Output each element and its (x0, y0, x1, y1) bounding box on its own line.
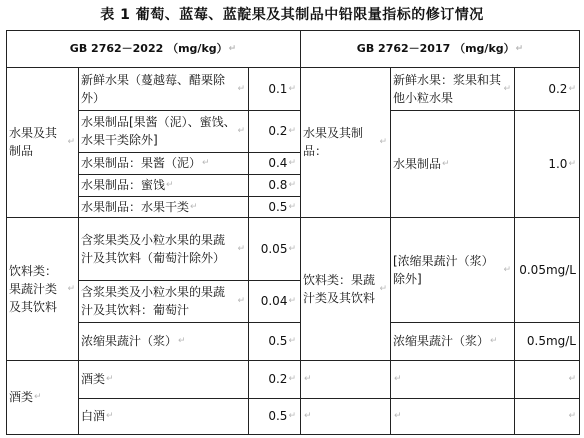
value-fresh-berries-2017: 0.2 ↵ (548, 81, 576, 96)
value-fruit-products-2017: 1.0 ↵ (548, 156, 576, 171)
empty-cell: ↵ (394, 374, 402, 384)
item-juice-2017: [浓缩果蔬汁（浆）除外] ↵ (393, 253, 511, 286)
item-fresh-berries-2017: 新鲜水果：浆果和其他小粒水果 ↵ (393, 72, 511, 105)
header-gb2762-2017: GB 2762－2017 （mg/kg） ↵ (356, 41, 524, 55)
empty-cell: ↵ (394, 411, 402, 421)
item-dried-fruit-2022: 水果制品：水果干类 ↵ (81, 199, 198, 214)
item-candied-2022: 水果制品：蜜饯 ↵ (81, 178, 174, 192)
item-fruit-products-2022: 水果制品[果酱（泥）、蜜饯、水果干类除外] ↵ (81, 115, 245, 147)
value-concentrate-2022: 0.5 ↵ (268, 334, 296, 348)
empty-cell: ↵ (304, 374, 312, 384)
value-jam-2022: 0.4 ↵ (268, 156, 296, 170)
value-candied-2022: 0.8 ↵ (268, 178, 296, 192)
category-fruit-2022: 水果及其制品 ↵ (9, 126, 75, 158)
item-berry-juice-2022: 含浆果类及小粒水果的果蔬汁及其饮料（葡萄汁除外） ↵ (81, 232, 245, 265)
item-fruit-products-2017: 水果制品 ↵ (393, 156, 450, 171)
header-gb2762-2022: GB 2762－2022 （mg/kg） ↵ (69, 41, 237, 55)
table-title: 表 1 葡萄、蓝莓、蓝靛果及其制品中铅限量指标的修订情况 (100, 7, 484, 23)
item-concentrate-2022: 浓缩果蔬汁（浆） ↵ (81, 334, 186, 348)
empty-cell: ↵ (304, 411, 312, 421)
item-fresh-fruit-2022: 新鲜水果（蔓越莓、醋栗除外） ↵ (81, 72, 245, 105)
value-baijiu-2022: 0.5 ↵ (268, 409, 296, 423)
lead-limit-table (6, 30, 580, 435)
item-wine-2022: 酒类 ↵ (81, 372, 114, 386)
item-grape-juice-2022: 含浆果类及小粒水果的果蔬汁及其饮料：葡萄汁 ↵ (81, 285, 245, 317)
category-beverage-2017: 饮料类：果蔬汁类及其饮料 ↵ (303, 272, 387, 305)
value-juice-2017: 0.05mg/L (519, 262, 576, 277)
category-wine-2022: 酒类 ↵ (9, 390, 42, 404)
item-concentrate-2017: 浓缩果蔬汁（浆） ↵ (393, 334, 498, 348)
item-baijiu-2022: 白酒 ↵ (81, 409, 114, 423)
value-dried-fruit-2022: 0.5 ↵ (268, 199, 296, 214)
item-jam-2022: 水果制品：果酱（泥） ↵ (81, 156, 210, 170)
empty-cell: ↵ (568, 374, 576, 384)
value-berry-juice-2022: 0.05 ↵ (260, 241, 296, 256)
value-fresh-fruit-2022: 0.1 ↵ (268, 81, 296, 96)
value-fruit-products-2022: 0.2 ↵ (268, 124, 296, 138)
category-beverage-2022: 饮料类：果蔬汁类及其饮料 ↵ (9, 263, 75, 314)
category-fruit-2017: 水果及其制品： ↵ (303, 126, 387, 158)
value-grape-juice-2022: 0.04 ↵ (260, 294, 296, 308)
empty-cell: ↵ (568, 411, 576, 421)
value-wine-2022: 0.2 ↵ (268, 372, 296, 386)
value-concentrate-2017: 0.5mg/L (526, 334, 576, 348)
